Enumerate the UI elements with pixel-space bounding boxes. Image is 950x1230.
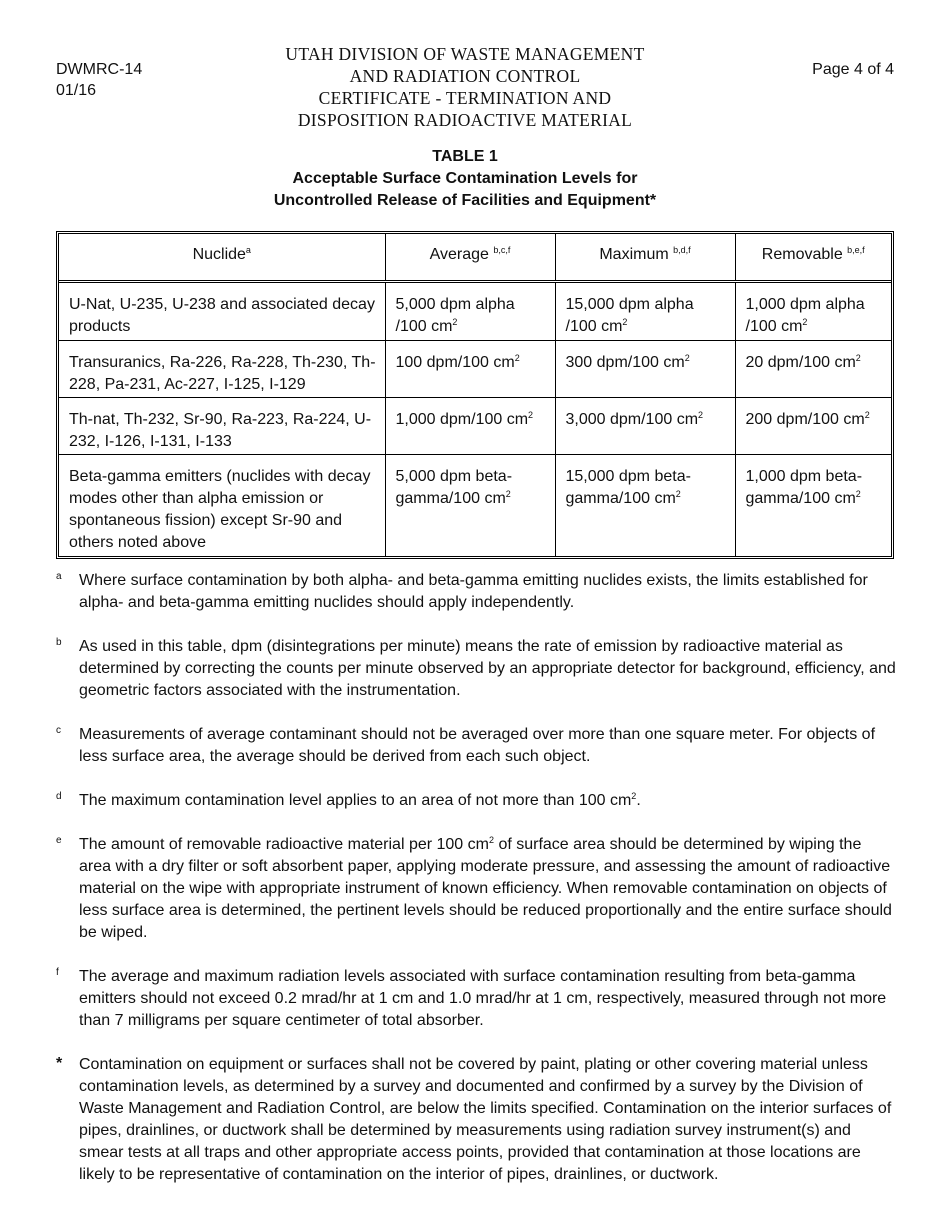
footnote-text: Where surface contamination by both alpha- and beta-gamma emitting nuclides exists, the limits established for alpha- and beta-gamma emitting nuclides should apply independently. (79, 572, 868, 611)
table-row (59, 282, 891, 341)
agency-line: AND RADIATION CONTROL (349, 66, 581, 86)
removable-cell: 20 dpm/100 $cm^2$ (735, 341, 891, 398)
column-header-maximum: Maximum $^{b,d,f}$ (555, 234, 735, 282)
form-date: 01/16 (56, 82, 97, 99)
footnote-text: Measurements of average contaminant should not be averaged over more than one square meter. For objects of less surface area, the average should be derived from each such object. (79, 726, 876, 765)
footnote-d (56, 790, 896, 812)
column-header-average: Average $^{b,c,f}$ (385, 234, 555, 282)
footnote-text: The maximum contamination level applies to an area of not more than 100 $cm^2$. (79, 791, 641, 809)
average-cell: 5,000 dpm beta-gamma/100 $cm^2$ (385, 455, 555, 557)
page-number: Page 4 of 4 (812, 61, 894, 78)
nuclide-cell: Transuranics, Ra-226, Ra-228, Th-230, Th-228, Pa-231, Ac-227, I-125, I-129 (59, 341, 385, 398)
agency-line: DISPOSITION RADIOACTIVE MATERIAL (297, 110, 633, 130)
removable-cell: 200 dpm/100 $cm^2$ (735, 398, 891, 455)
form-number: DWMRC-14 (56, 61, 143, 78)
footnote-text: The amount of removable radioactive material per 100 $cm^2$ of surface area should be determined by wiping the area with a dry filter or soft absorbent paper, applying moderate pressure, and assessing the amount of radioactive material on the wipe with appropriate instrument of known efficiency. When removable contamination on objects of less surface area is determined, the pertinent levels should be reduced proportionally and the entire surface should be wiped. (79, 835, 892, 941)
agency-line: UTAH DIVISION OF WASTE MANAGEMENT (285, 44, 645, 64)
footnotes (56, 570, 896, 1183)
footnote-e (56, 834, 896, 944)
footnote-a (56, 570, 896, 614)
footnote-marker: c (56, 725, 61, 736)
table-title-line: Uncontrolled Release of Facilities and Equipment* (273, 192, 657, 209)
nuclide-cell: U-Nat, U-235, U-238 and associated decay products (59, 282, 385, 341)
average-cell: 5,000 dpm alpha /100 $cm^2$ (385, 282, 555, 341)
footnote-marker: f (56, 967, 59, 978)
average-cell: 100 dpm/100 $cm^2$ (385, 341, 555, 398)
footnote-text: Contamination on equipment or surfaces shall not be covered by paint, plating or other covering material unless contamination levels, as determined by a survey and documented and confirmed by a survey by the Division of Waste Management and Radiation Control, are below the limits specified. Contamination on the interior surfaces of pipes, drainlines, or ductwork shall be determined by measurements using radiation survey instrument(s) and smear tests at all traps and other appropriate access points, provided that contamination at those locations are likely to be representative of contamination on the interior of pipes, drainlines, or ductwork. (79, 1056, 892, 1183)
maximum-cell: 15,000 dpm alpha /100 $cm^2$ (555, 282, 735, 341)
contamination-table (56, 231, 894, 559)
contamination-levels-table (59, 234, 891, 556)
footnote-marker: d (56, 791, 62, 802)
footnote-general (56, 1054, 896, 1186)
table-number: TABLE 1 (432, 148, 498, 165)
footnote-b (56, 636, 896, 702)
footnote-marker: b (56, 637, 62, 648)
footnote-c (56, 724, 896, 768)
table-row (59, 341, 891, 398)
maximum-cell: 3,000 dpm/100 $cm^2$ (555, 398, 735, 455)
footnote-text: As used in this table, dpm (disintegrations per minute) means the rate of emission by radioactive material as determined by correcting the counts per minute observed by an appropriate detector for background, efficiency, and geometric factors associated with the instrumentation. (79, 638, 896, 699)
table-row (59, 455, 891, 557)
table-row (59, 398, 891, 455)
column-header-nuclide: Nuclide$^a$ (59, 234, 385, 282)
nuclide-cell: Th-nat, Th-232, Sr-90, Ra-223, Ra-224, U-232, I-126, I-131, I-133 (59, 398, 385, 455)
column-header-removable: Removable $^{b,e,f}$ (735, 234, 891, 282)
maximum-cell: 300 dpm/100 $cm^2$ (555, 341, 735, 398)
nuclide-cell: Beta-gamma emitters (nuclides with decay modes other than alpha emission or spontaneous fission) except Sr-90 and others noted above (59, 455, 385, 557)
removable-cell: 1,000 dpm alpha /100 $cm^2$ (735, 282, 891, 341)
average-cell: 1,000 dpm/100 $cm^2$ (385, 398, 555, 455)
table-header-row (59, 234, 891, 282)
removable-cell: 1,000 dpm beta-gamma/100 $cm^2$ (735, 455, 891, 557)
footnote-text: The average and maximum radiation levels associated with surface contamination resulting from beta-gamma emitters should not exceed 0.2 mrad/hr at 1 cm and 1.0 mrad/hr at 1 cm, respectively, measured through not more than 7 milligrams per square centimeter of total absorber. (79, 968, 887, 1029)
table-title-line: Acceptable Surface Contamination Levels for (292, 170, 638, 187)
footnote-f (56, 966, 896, 1032)
footnote-marker: * (56, 1055, 63, 1072)
footnote-marker: a (56, 571, 62, 582)
form-identifier (56, 59, 142, 101)
agency-heading (250, 43, 680, 131)
footnote-marker: e (56, 835, 62, 846)
agency-line: CERTIFICATE - TERMINATION AND (318, 88, 612, 108)
maximum-cell: 15,000 dpm beta-gamma/100 $cm^2$ (555, 455, 735, 557)
table-title (150, 146, 780, 212)
